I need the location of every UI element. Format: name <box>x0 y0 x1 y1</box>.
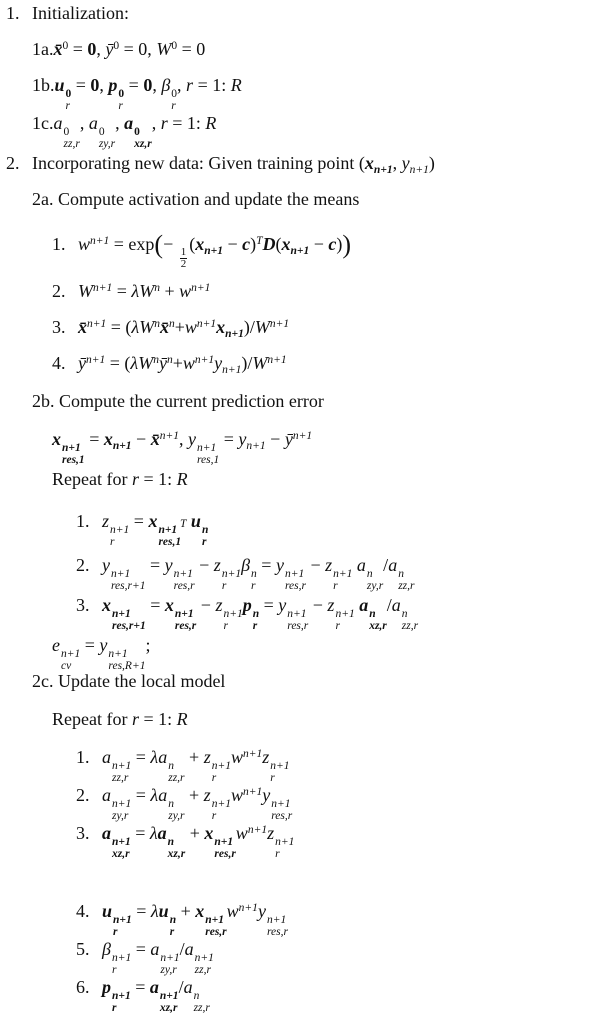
item-number: 1. <box>76 511 90 531</box>
step-2a-item-4: 4. $ȳ^{n+1}$ = $(\lambda W^nȳ^n+w^{n+1}y_{n+1})/W^{n+1}$ <box>52 353 287 377</box>
item-number: 4. <box>52 353 66 373</box>
step-2b-cv-error: e n+1 cv = y n+1 res,R+1 ; <box>52 635 151 673</box>
step-1-heading <box>6 4 129 22</box>
step-1a-equation: 1a.x̄$^0$ = 0, $ȳ^0 = 0$, $W^0 = 0$ <box>32 39 206 59</box>
step-1c-equation: 1c.a 0 zz,r , a 0 zy,r , a 0 xz,r , r = 1: R <box>32 113 217 151</box>
step-label: 1c. <box>32 113 54 133</box>
step-2c-item-5: 5. β n+1 r = a n+1 zy,r /a n+1 zz,r <box>76 939 214 977</box>
repeat-label: Repeat for <box>52 469 128 489</box>
step-2c-repeat: Repeat for r = 1: R <box>52 709 188 729</box>
step-2a-item-2: 2. $W^{n+1} = \lambda W^n + w^{n+1}$ <box>52 281 211 301</box>
step-2b-item-2: 2. y n+1 res,r+1 = y n+1 res,r − z n+1 r β n r = y n+1 res,r − z n+1 r a n zy,r /a n zz,r <box>76 555 415 593</box>
step-2c-item-6: 6. p n+1 r = a n+1 xz,r /a n zz,r <box>76 977 210 1014</box>
step-2a-item-1: 1. $w^{n+1} = \exp(-$ $\frac{1}{2}$ $(x_{n+1} - c)^TD(x_{n+1} - c)$) <box>52 230 352 271</box>
step-title: Incorporating new data: Given training point <box>32 153 355 173</box>
step-2a-heading: 2a. Compute activation and update the means <box>32 189 360 209</box>
step-title: Initialization: <box>32 3 129 23</box>
step-2c-heading: 2c. Update the local model <box>32 671 226 691</box>
item-number: 2. <box>52 281 66 301</box>
item-number: 4. <box>76 901 90 921</box>
item-number: 2. <box>76 785 90 805</box>
item-number: 3. <box>76 823 90 843</box>
item-number: 2. <box>76 555 90 575</box>
item-number: 3. <box>76 595 90 615</box>
repeat-label: Repeat for <box>52 709 128 729</box>
step-2-heading: 2. Incorporating new data: Given training point ($x_{n+1}$, $y_{n+1}$) <box>6 153 435 177</box>
step-number: 1. <box>6 3 20 23</box>
item-number: 3. <box>52 317 66 337</box>
step-2c-item-4: 4. u n+1 r = λu n r + x n+1 res,r $w^{n+1}y$ n+1 res,r <box>76 901 288 939</box>
step-2b-heading: 2b. Compute the current prediction error <box>32 391 324 411</box>
item-number: 6. <box>76 977 90 997</box>
step-label: 1a. <box>32 39 54 59</box>
step-2c-item-2: 2. a n+1 zy,r = λa n zy,r + z n+1 r $w^{n+1}y$ n+1 res,r <box>76 785 293 823</box>
item-number: 1. <box>52 233 66 254</box>
step-2c-item-3: 3. a n+1 xz,r = λa n xz,r + x n+1 res,r $w^{n+1}z$ n+1 r <box>76 823 295 861</box>
item-number: 5. <box>76 939 90 959</box>
step-2b-residual-equation: x n+1 res,1 = $x_{n+1}$ − x̄$^{n+1}$, y n+1 res,1 = $y_{n+1}$ − $ȳ^{n+1}$ <box>52 429 313 467</box>
step-label: 1b. <box>32 75 55 95</box>
step-2c-item-1: 1. a n+1 zz,r = λa n zz,r + z n+1 r $w^{n+1}z$ n+1 r <box>76 747 290 785</box>
step-2a-item-3: 3. x̄$^{n+1}$ = $(\lambda W^nx̄^n+w^{n+1}x_{n+1})/W^{n+1}$ <box>52 317 290 341</box>
step-2b-item-3: 3. x n+1 res,r+1 = x n+1 res,r − z n+1 r p n r = y n+1 res,r − z n+1 r a n xz,r /a n zz,r <box>76 595 419 633</box>
step-2b-repeat: Repeat for r = 1: R <box>52 469 188 489</box>
step-1b-equation: 1b.u 0 r = 0, p 0 r = 0, β 0 r , r = 1: R <box>32 75 242 113</box>
item-number: 1. <box>76 747 90 767</box>
step-2b-item-1: 1. z n+1 r = x n+1 T res,1 u n r <box>76 511 209 549</box>
step-number: 2. <box>6 153 20 173</box>
